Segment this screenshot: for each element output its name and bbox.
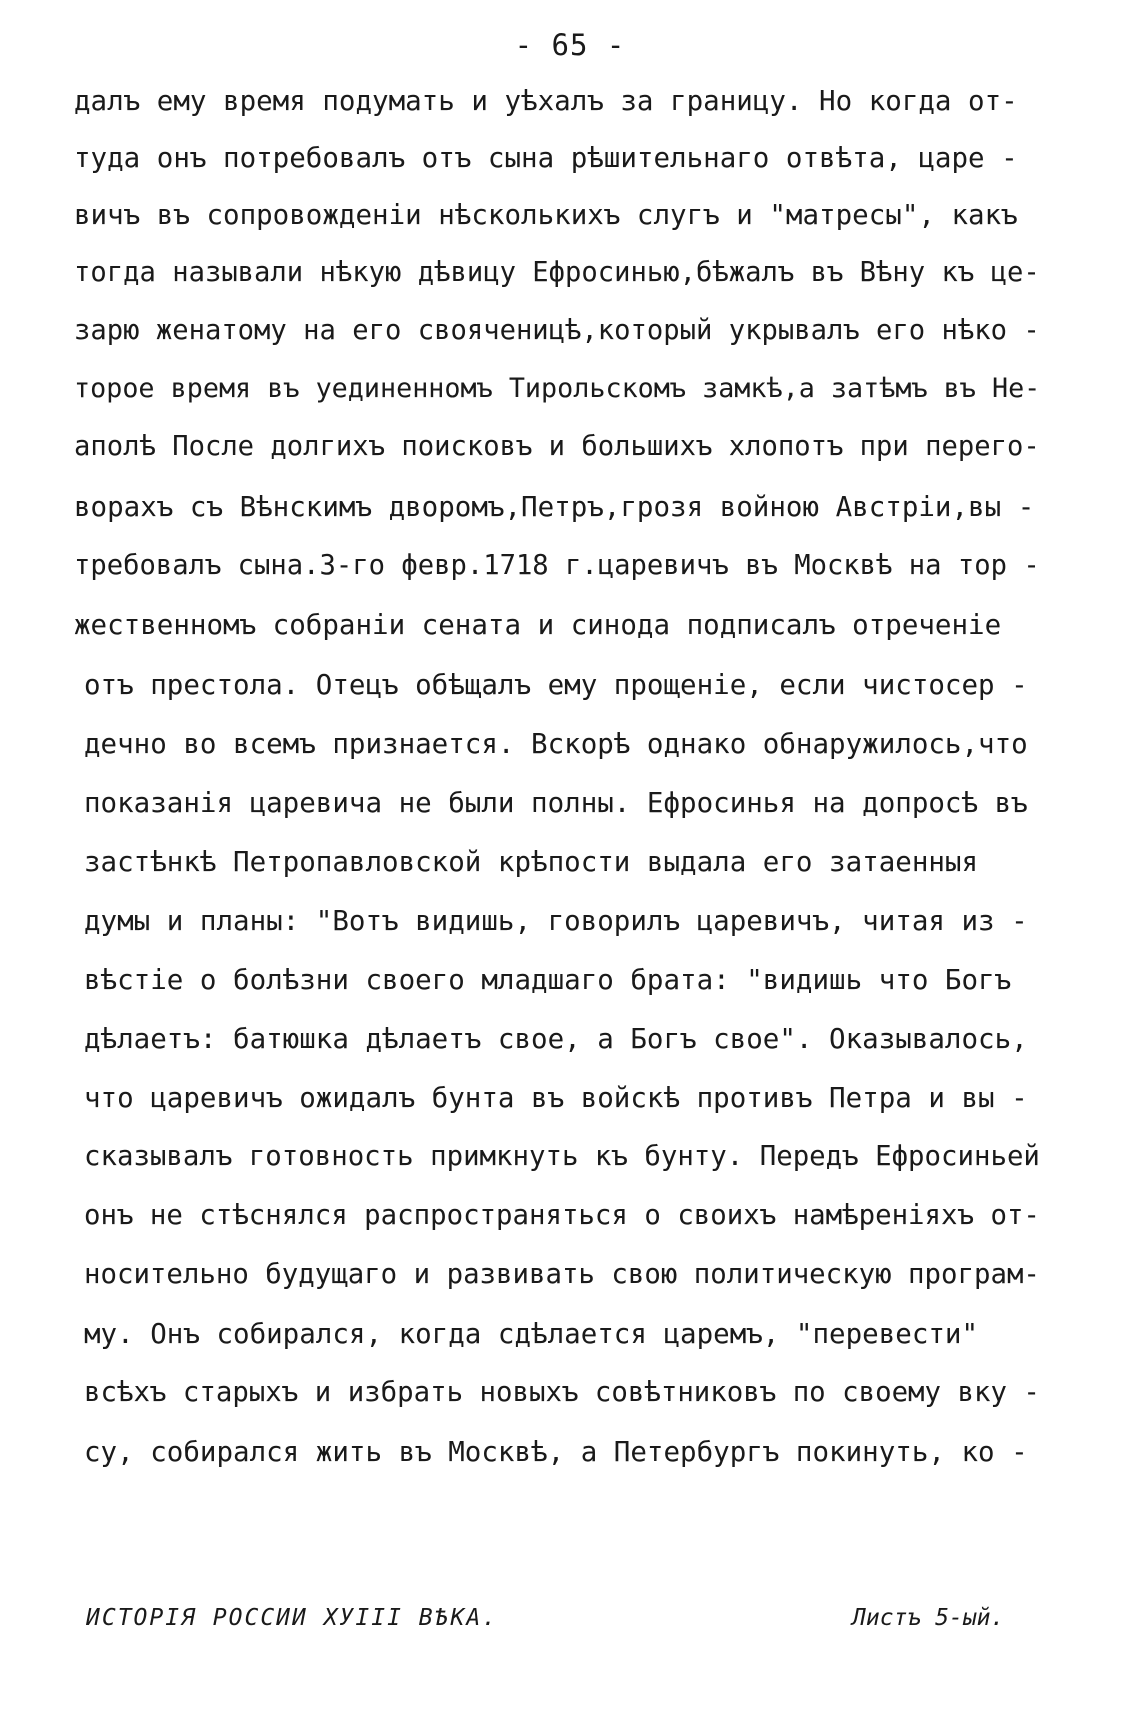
text-line: далъ ему время подумать и уѣхалъ за границу. Но когда от-	[74, 85, 1018, 117]
text-line: показанія царевича не были полны. Ефросинья на допросѣ въ	[84, 787, 1028, 819]
text-line: му. Онъ собирался, когда сдѣлается царемъ, "перевести"	[84, 1318, 979, 1350]
page-number: - 65 -	[514, 28, 626, 62]
text-line: требовалъ сына.3-го февр.1718 г.царевичъ въ Москвѣ на тор -	[74, 550, 1040, 581]
text-line: носительно будущаго и развивать свою политическую програм-	[84, 1259, 1040, 1290]
footer-sheet: Листъ 5-ый.	[852, 1605, 1005, 1631]
text-line: онъ не стѣснялся распространяться о своихъ намѣреніяхъ от-	[84, 1200, 1040, 1231]
text-line: дечно во всемъ признается. Вскорѣ однако обнаружилось,что	[84, 728, 1028, 760]
text-line: тогда называли нѣкую дѣвицу Ефросинью,бѣжалъ въ Вѣну къ це-	[74, 257, 1040, 288]
text-line: отъ престола. Отецъ обѣщалъ ему прощеніе, если чистосер -	[84, 669, 1028, 701]
text-line: торое время въ уединенномъ Тирольскомъ замкѣ,а затѣмъ въ Не-	[74, 373, 1041, 404]
text-line: дѣлаетъ: батюшка дѣлаетъ свое, а Богъ свое". Оказывалось,	[84, 1023, 1028, 1055]
text-line: аполѣ После долгихъ поисковъ и большихъ хлопотъ при перего-	[74, 431, 1040, 462]
text-line: что царевичъ ожидалъ бунта въ войскѣ противъ Петра и вы -	[84, 1082, 1028, 1114]
text-line: думы и планы: "Вотъ видишь, говорилъ царевичъ, читая из -	[84, 905, 1028, 937]
text-line: сказывалъ готовность примкнуть къ бунту. Передъ Ефросиньей	[84, 1141, 1040, 1172]
text-line: зарю женатому на его свояченицѣ,который укрывалъ его нѣко -	[74, 315, 1040, 346]
text-line: всѣхъ старыхъ и избрать новыхъ совѣтниковъ по своему вку -	[84, 1377, 1040, 1408]
text-line: вѣстіе о болѣзни своего младшаго брата: "видишь что Богъ	[84, 964, 1012, 996]
text-line: ворахъ съ Вѣнскимъ дворомъ,Петръ,грозя войною Австріи,вы -	[74, 491, 1035, 523]
text-line: вичъ въ сопровожденіи нѣсколькихъ слугъ и "матресы", какъ	[74, 199, 1018, 231]
text-line: жественномъ собраніи сената и синода подписалъ отреченіе	[74, 609, 1002, 641]
footer-title: ИСТОРІЯ РОССИИ ХУIII ВѢКА.	[86, 1605, 499, 1631]
text-line: су, собирался жить въ Москвѣ, а Петербургъ покинуть, ко -	[84, 1436, 1028, 1468]
text-line: туда онъ потребовалъ отъ сына рѣшительнаго отвѣта, царе -	[74, 142, 1018, 174]
text-line: застѣнкѣ Петропавловской крѣпости выдала его затаенныя	[84, 846, 979, 878]
